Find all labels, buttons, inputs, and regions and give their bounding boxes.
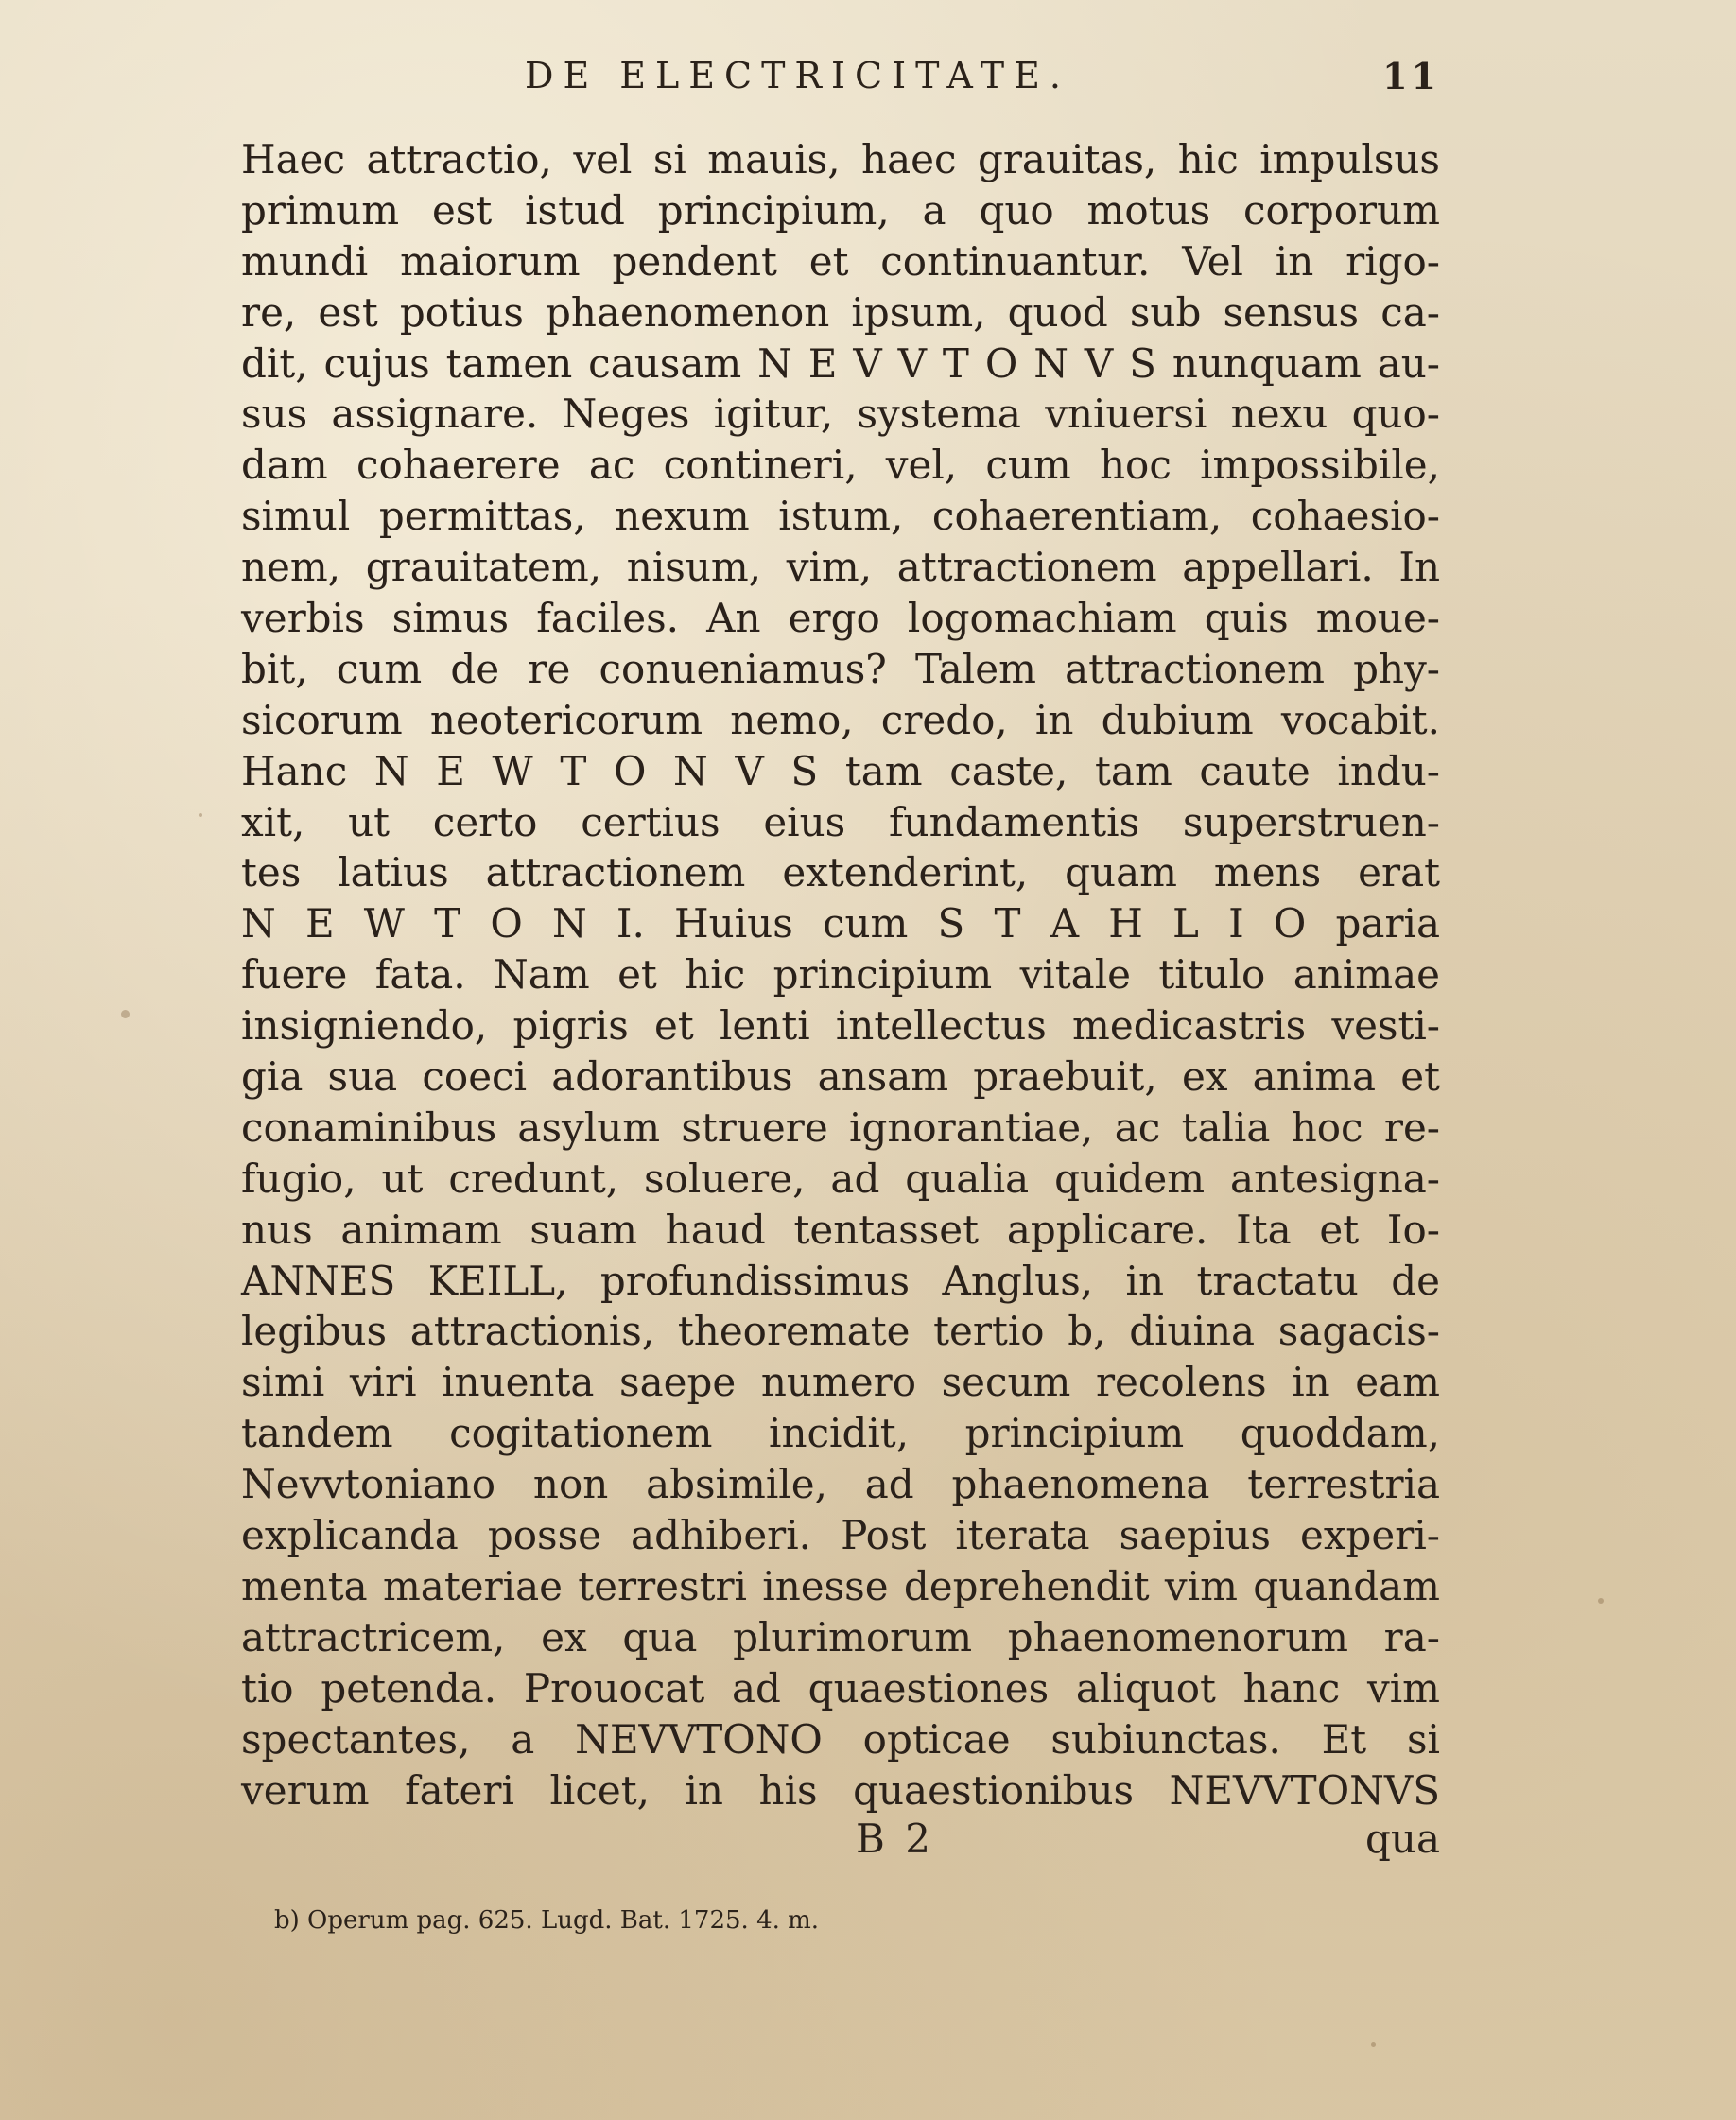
foxing-spot [1371,2042,1376,2047]
text-line: insigniendo, pigris et lenti intellectus medicastris vesti- [241,1002,1440,1050]
text-line: simul permittas, nexum istum, cohaerentiam, cohaesio- [241,493,1440,540]
text-line: dit, cujus tamen causam N E V V T O N V S nunquam au- [241,339,1440,387]
text-line: nus animam suam haud tentasset applicare. Ita et Io- [241,1206,1440,1253]
foxing-spot [199,813,202,817]
text-line: conaminibus asylum struere ignorantiae, ac talia hoc re- [241,1103,1440,1151]
catchword: qua [1365,1816,1440,1862]
text-line: mundi maiorum pendent et continuantur. Vel in rigo- [241,237,1440,285]
text-line: sicorum neotericorum nemo, credo, in dubium vocabit. [241,696,1440,743]
text-line: Haec attractio, vel si mauis, haec grauitas, hic impulsus [241,136,1440,182]
text-line: xit, ut certo certius eius fundamentis superstruen- [241,798,1440,845]
text-line: primum est istud principium, a quo motus corporum [241,186,1440,234]
text-line: explicanda posse adhiberi. Post iterata saepius experi- [241,1512,1440,1559]
text-line: tandem cogitationem incidit, principium quoddam, [241,1410,1440,1457]
text-line: spectantes, a NEVVTONO opticae subiunctas. Et si [241,1715,1440,1763]
text-line: fuere fata. Nam et hic principium vitale titulo animae [241,951,1440,999]
text-line: N E W T O N I. Huius cum S T A H L I O paria [241,900,1440,947]
text-line: menta materiae terrestri inesse deprehendit vim quandam [241,1562,1440,1609]
text-line: Nevvtoniano non absimile, ad phaenomena terrestria [241,1461,1440,1508]
text-line: Hanc N E W T O N V S tam caste, tam caute indu- [241,747,1440,794]
page-header [241,55,1440,104]
running-head: DE ELECTRICITATE. [525,55,1070,96]
text-line: tes latius attractionem extenderint, quam mens erat [241,849,1440,896]
text-line: sus assignare. Neges igitur, systema vniuersi nexu quo- [241,391,1440,438]
text-line: verbis simus faciles. An ergo logomachiam quis moue- [241,595,1440,642]
text-line: nem, grauitatem, nisum, vim, attractionem appellari. In [241,544,1440,591]
text-line: ANNES KEILL, profundissimus Anglus, in tractatu de [241,1257,1440,1304]
text-line: legibus attractionis, theoremate tertio b, diuina sagacis- [241,1308,1440,1355]
foxing-spot [1598,1598,1604,1604]
text-line: tio petenda. Prouocat ad quaestiones aliquot hanc vim [241,1664,1440,1712]
text-line: verum fateri licet, in his quaestionibus NEVVTONVS [241,1766,1440,1814]
text-line: fugio, ut credunt, soluere, ad qualia quidem antesigna- [241,1155,1440,1202]
signature-line [241,1814,1440,1865]
foxing-spot [121,1010,130,1018]
page-number: 11 [1382,55,1440,97]
text-line: simi viri inuenta saepe numero secum recolens in eam [241,1359,1440,1406]
text-line: re, est potius phaenomenon ipsum, quod sub sensus ca- [241,288,1440,336]
text-line: attractricem, ex qua plurimorum phaenomenorum ra- [241,1613,1440,1660]
text-line: dam cohaerere ac contineri, vel, cum hoc impossibile, [241,442,1440,489]
signature-mark: B 2 [856,1816,934,1862]
body-text [241,134,1440,1816]
text-line: gia sua coeci adorantibus ansam praebuit, ex anima et [241,1053,1440,1101]
footnote: b) Operum pag. 625. Lugd. Bat. 1725. 4. m. [274,1906,820,1935]
text-line: bit, cum de re conueniamus? Talem attractionem phy- [241,645,1440,692]
